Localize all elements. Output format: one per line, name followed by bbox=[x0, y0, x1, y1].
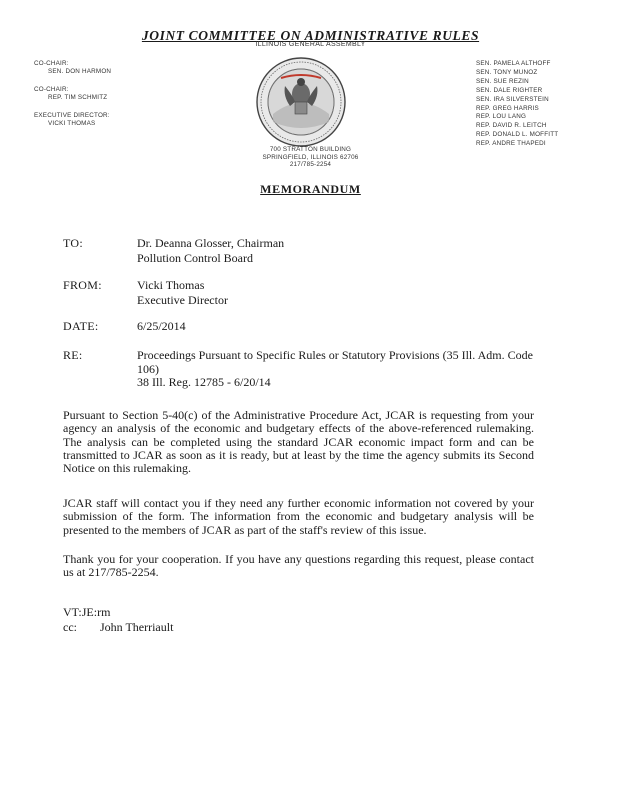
member-item: REP. LOU LANG bbox=[476, 113, 527, 121]
letterhead-subtitle: ILLINOIS GENERAL ASSEMBLY bbox=[255, 41, 366, 48]
to-line: Dr. Deanna Glosser, Chairman bbox=[137, 236, 285, 250]
date-label: DATE: bbox=[63, 319, 99, 333]
from-label: FROM: bbox=[63, 278, 102, 292]
body-paragraph: JCAR staff will contact you if they need any further economic information not covered by your submission of the form. The information from the economic and budgetary analysis will be presented to the members of JCAR as part of the staff's review of this issue. bbox=[63, 496, 534, 537]
from-line: Vicki Thomas bbox=[137, 278, 205, 292]
member-item: SEN. IRA SILVERSTEIN bbox=[476, 95, 549, 103]
members-list bbox=[476, 60, 558, 149]
to-line: Pollution Control Board bbox=[137, 251, 254, 265]
body-paragraph: Thank you for your cooperation. If you have any questions regarding this request, please contact us at 217/785-2254. bbox=[63, 552, 534, 580]
to-value bbox=[137, 236, 284, 266]
address-line: 700 STRATTON BUILDING bbox=[269, 146, 352, 153]
member-item: REP. ANDRE THAPEDI bbox=[476, 140, 546, 148]
co-chair-senate: CO-CHAIR: SEN. DON HARMON bbox=[34, 60, 112, 75]
re-register: 38 Ill. Reg. 12785 - 6/20/14 bbox=[137, 375, 271, 389]
cc-label: cc: bbox=[63, 620, 77, 634]
letterhead-title: JOINT COMMITTEE ON ADMINISTRATIVE RULES bbox=[141, 28, 480, 43]
date-value: 6/25/2014 bbox=[137, 319, 186, 333]
executive-director-staff: EXECUTIVE DIRECTOR: VICKI THOMAS bbox=[34, 112, 110, 127]
from-value bbox=[137, 278, 228, 308]
typist-initials: VT:JE:rm bbox=[63, 605, 111, 619]
member-item: REP. DAVID R. LEITCH bbox=[476, 122, 547, 130]
member-item: REP. GREG HARRIS bbox=[476, 104, 539, 112]
member-item: REP. DONALD L. MOFFITT bbox=[476, 131, 559, 139]
from-line: Executive Director bbox=[137, 293, 228, 307]
member-item: SEN. DALE RIGHTER bbox=[476, 86, 543, 94]
address-block bbox=[0, 146, 621, 169]
member-item: SEN. PAMELA ALTHOFF bbox=[476, 60, 551, 67]
address-line: SPRINGFIELD, ILLINOIS 62706 bbox=[262, 153, 359, 161]
member-item: SEN. TONY MUNOZ bbox=[476, 68, 538, 76]
re-subject: Proceedings Pursuant to Specific Rules or Statutory Provisions (35 Ill. Adm. Code 106) bbox=[137, 348, 533, 376]
re-label: RE: bbox=[63, 348, 83, 362]
cc-recipient: John Therriault bbox=[100, 620, 174, 634]
body-paragraph: Pursuant to Section 5-40(c) of the Administrative Procedure Act, JCAR is requesting from your agency an analysis of the economic and budgetary effects of the above-referenced rulemaking. The analysis can be completed using the standard JCAR economic impact form and can be transmitted to JCAR as soon as it is ready, but at least by the time the agency submits its Second Notice on this rulemaking. bbox=[63, 408, 534, 476]
member-item: SEN. SUE REZIN bbox=[476, 77, 529, 85]
memo-heading: MEMORANDUM bbox=[260, 182, 361, 196]
state-seal-icon bbox=[255, 56, 347, 148]
to-label: TO: bbox=[63, 236, 84, 250]
co-chair-house: CO-CHAIR: REP. TIM SCHMITZ bbox=[34, 86, 108, 101]
address-line: 217/785-2254 bbox=[289, 161, 332, 168]
